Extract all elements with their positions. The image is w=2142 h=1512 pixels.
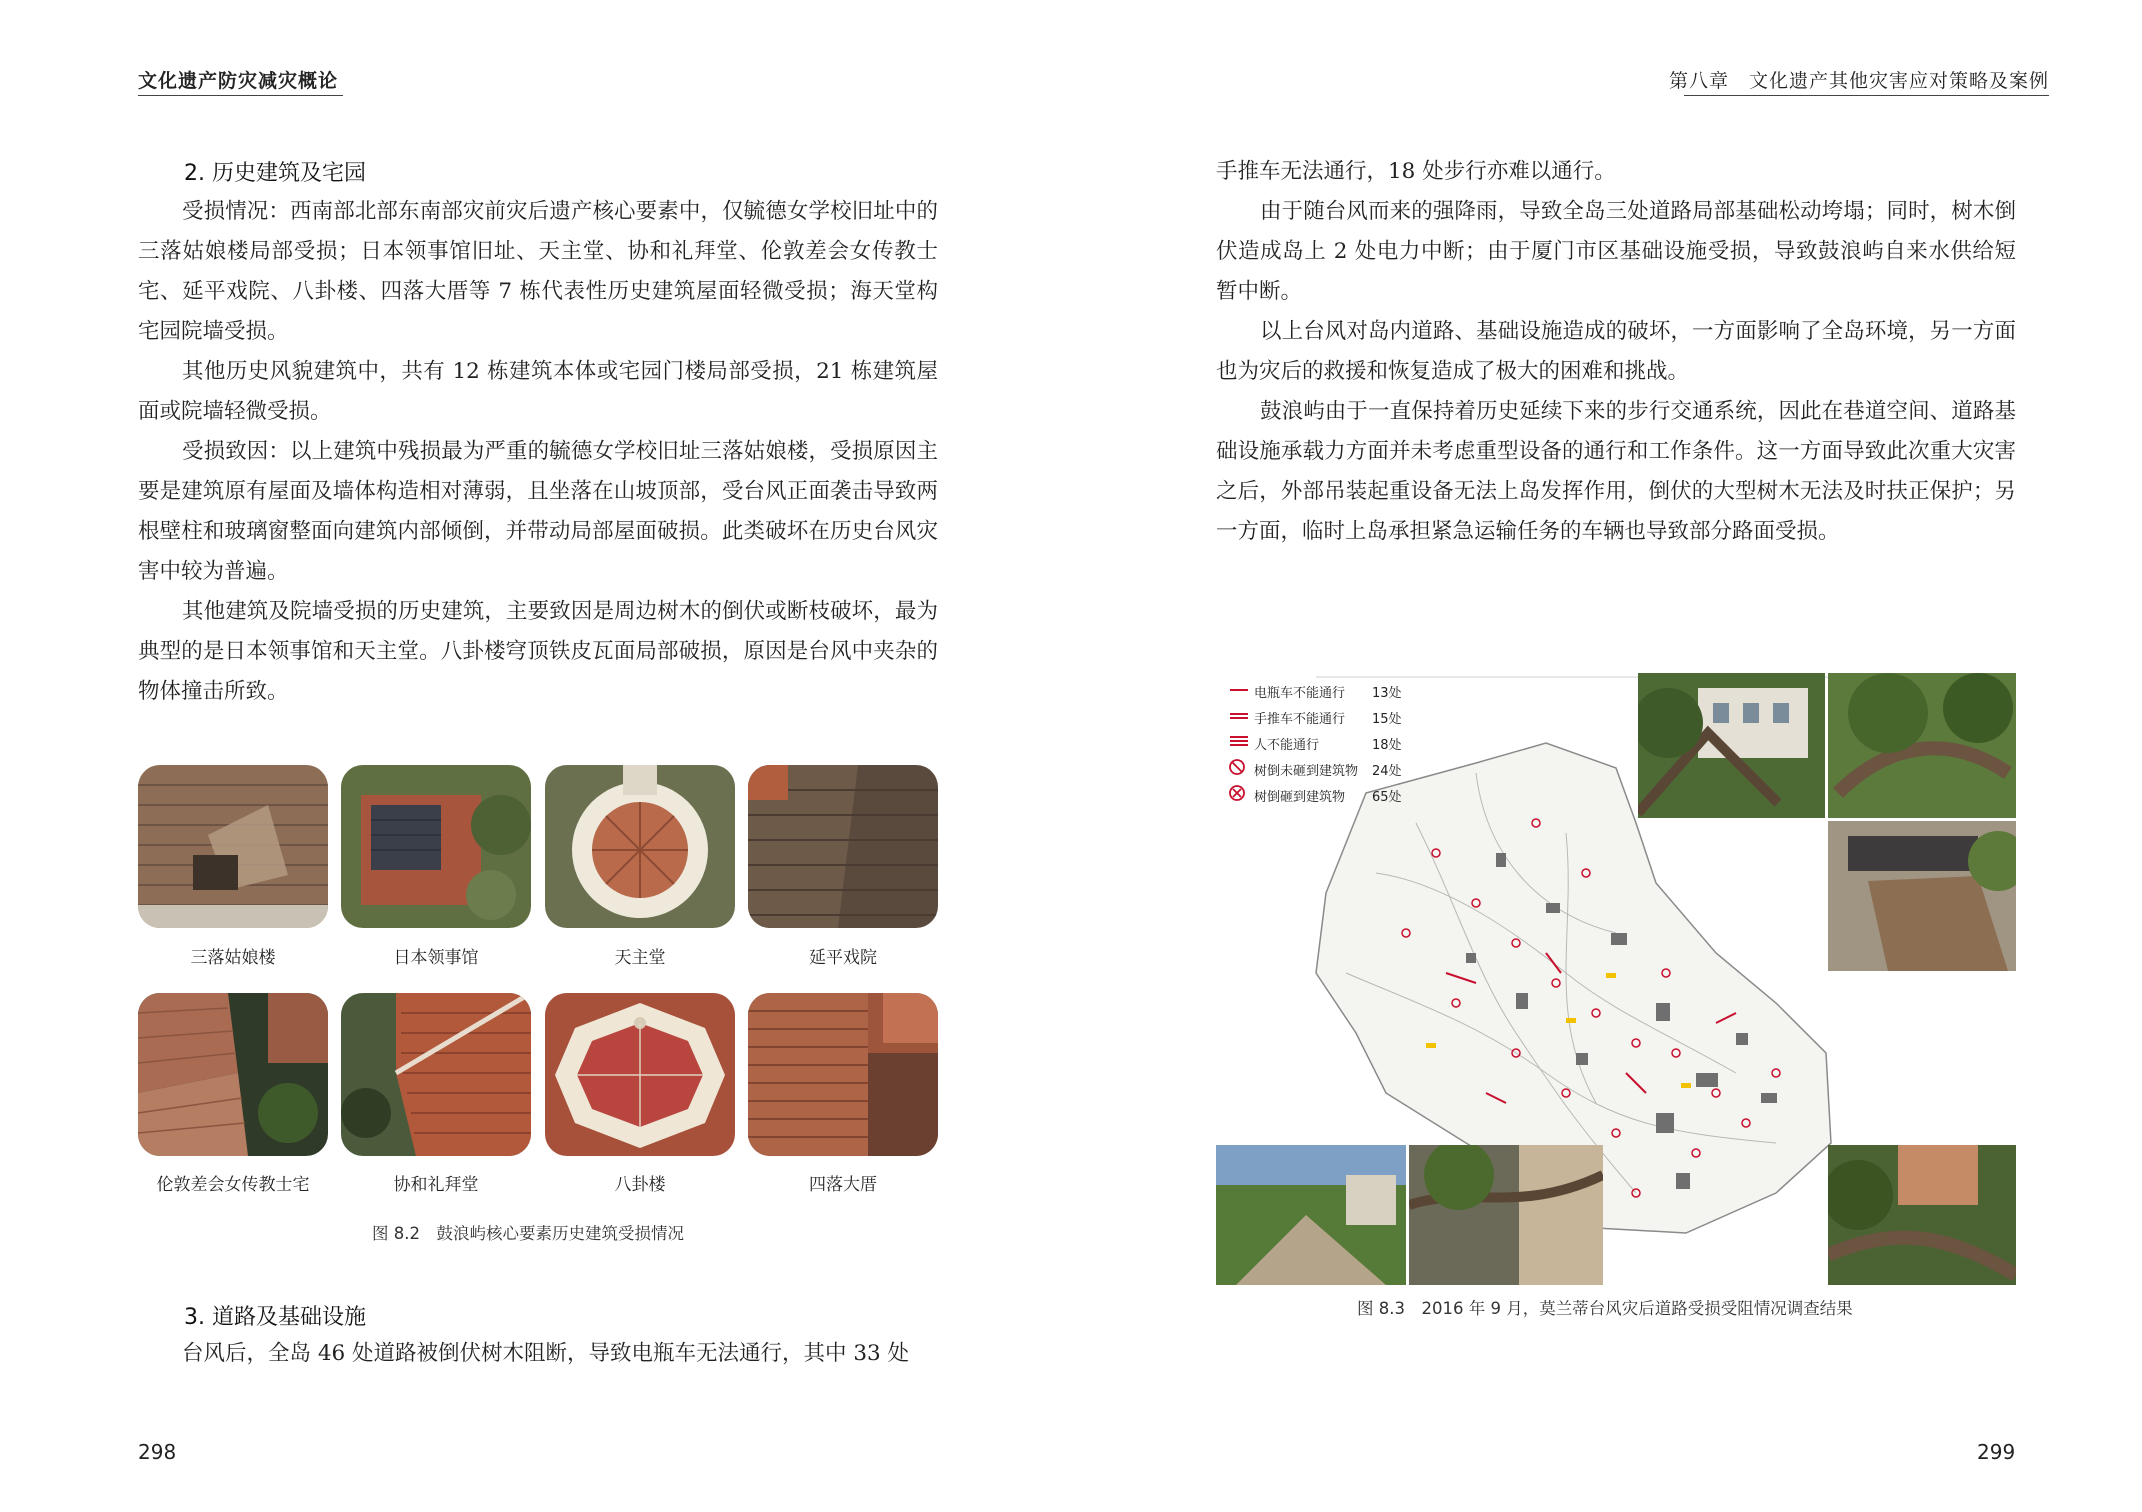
photo-sanluo-guniang-lou [138,765,328,928]
header-rule-right [1684,95,2049,96]
paragraph-roads: 台风后，全岛 46 处道路被倒伏树木阻断，导致电瓶车无法通行，其中 33 处 [182,1341,910,1366]
legend-row-ebike: 电瓶车不能通行 13处 [1228,678,1438,704]
paragraph-other-buildings: 其他历史风貌建筑中，共有 12 栋建筑本体或宅园门楼局部受损，21 栋建筑屋面或院墙轻微受损。 [138,359,938,424]
photo-damaged-alley [1409,1145,1603,1285]
caption-siluo-dacuo: 四落大厝 [809,1175,877,1195]
caption-bagua-lou: 八卦楼 [614,1175,666,1195]
red-circle-x-icon [1228,784,1254,806]
legend-row-cart: 手推车不能通行 15处 [1228,704,1438,730]
photo-uprooted-tree [1828,673,2016,818]
photo-union-church [341,993,531,1156]
double-red-line-icon [1228,710,1254,725]
photo-catholic-church [545,765,735,928]
map-legend [1228,678,1438,808]
legend-row-pedestrian: 人不能通行 18处 [1228,730,1438,756]
paragraph-tree-damage: 其他建筑及院墙受损的历史建筑，主要致因是周边树木的倒伏或断枝破坏，最为典型的是日本领事馆和天主堂。八卦楼穹顶铁皮瓦面局部破损，原因是台风中夹杂的物体撞击所致。 [138,599,938,704]
legend-row-tree-on-building: 树倒砸到建筑物 65处 [1228,782,1438,808]
caption-london-mission-residence: 伦敦差会女传教士宅 [156,1175,310,1195]
photo-tree-on-building [1828,1145,2016,1285]
section-3-heading: 3. 道路及基础设施 [184,1305,366,1330]
figure-8-3-caption: 图 8.3 2016 年 9 月，莫兰蒂台风灾后道路受损受阻情况调查结果 [1357,1299,1853,1318]
running-head-right: 第八章 文化遗产其他灾害应对策略及案例 [1668,70,2049,92]
figure-8-2-caption: 图 8.2 鼓浪屿核心要素历史建筑受损情况 [372,1224,684,1243]
legend-row-tree-no-building: 树倒未砸到建筑物 24处 [1228,756,1438,782]
section-2-heading: 2. 历史建筑及宅园 [184,161,366,186]
caption-union-church: 协和礼拜堂 [393,1175,479,1195]
photo-yanping-theatre [748,765,938,928]
paragraph-rainfall: 由于随台风而来的强降雨，导致全岛三处道路局部基础松动垮塌；同时，树木倒伏造成岛上 2 处电力中断；由于厦门市区基础设施受损，导致鼓浪屿自来水供给短暂中断。 [1216,199,2016,304]
paragraph-cart-blocked: 手推车无法通行，18 处步行亦难以通行。 [1216,159,1616,184]
running-head-left: 文化遗产防灾减灾概论 [138,70,339,92]
caption-sanluo-guniang-lou: 三落姑娘楼 [190,948,276,968]
photo-london-mission-residence [138,993,328,1156]
page-number-left: 298 [138,1440,177,1464]
page-number-right: 299 [1977,1440,2016,1464]
triple-red-line-icon [1228,735,1254,751]
caption-japanese-consulate: 日本领事馆 [393,948,479,968]
single-red-line-icon [1228,684,1254,699]
caption-catholic-church: 天主堂 [614,948,666,968]
caption-yanping-theatre: 延平戏院 [809,948,877,968]
photo-collapsed-slope [1828,821,2016,971]
paragraph-impact: 以上台风对岛内道路、基础设施造成的破坏，一方面影响了全岛环境，另一方面也为灾后的救援和恢复造成了极大的困难和挑战。 [1216,319,2016,384]
photo-fallen-branches-path [1216,1145,1406,1285]
photo-fallen-tree-house [1638,673,1825,818]
photo-bagua-lou [545,993,735,1156]
photo-japanese-consulate [341,765,531,928]
photo-siluo-dacuo [748,993,938,1156]
paragraph-damage-causes: 受损致因：以上建筑中残损最为严重的毓德女学校旧址三落姑娘楼，受损原因主要是建筑原有屋面及墙体构造相对薄弱，且坐落在山坡顶部，受台风正面袭击导致两根壁柱和玻璃窗整面向建筑内部倾倒，并带动局部屋面破损。此类破坏在历史台风灾害中较为普遍。 [138,439,938,584]
header-rule-left [138,95,343,96]
paragraph-damage-status: 受损情况：西南部北部东南部灾前灾后遗产核心要素中，仅毓德女学校旧址中的三落姑娘楼局部受损；日本领事馆旧址、天主堂、协和礼拜堂、伦敦差会女传教士宅、延平戏院、八卦楼、四落大厝等 7 栋代表性历史建筑屋面轻微受损；海天堂构宅园院墙受损。 [138,199,938,344]
red-circle-slash-icon [1228,758,1254,780]
paragraph-pedestrian-system: 鼓浪屿由于一直保持着历史延续下来的步行交通系统，因此在巷道空间、道路基础设施承载力方面并未考虑重型设备的通行和工作条件。这一方面导致此次重大灾害之后，外部吊装起重设备无法上岛发挥作用，倒伏的大型树木无法及时扶正保护；另一方面，临时上岛承担紧急运输任务的车辆也导致部分路面受损。 [1216,399,2016,544]
